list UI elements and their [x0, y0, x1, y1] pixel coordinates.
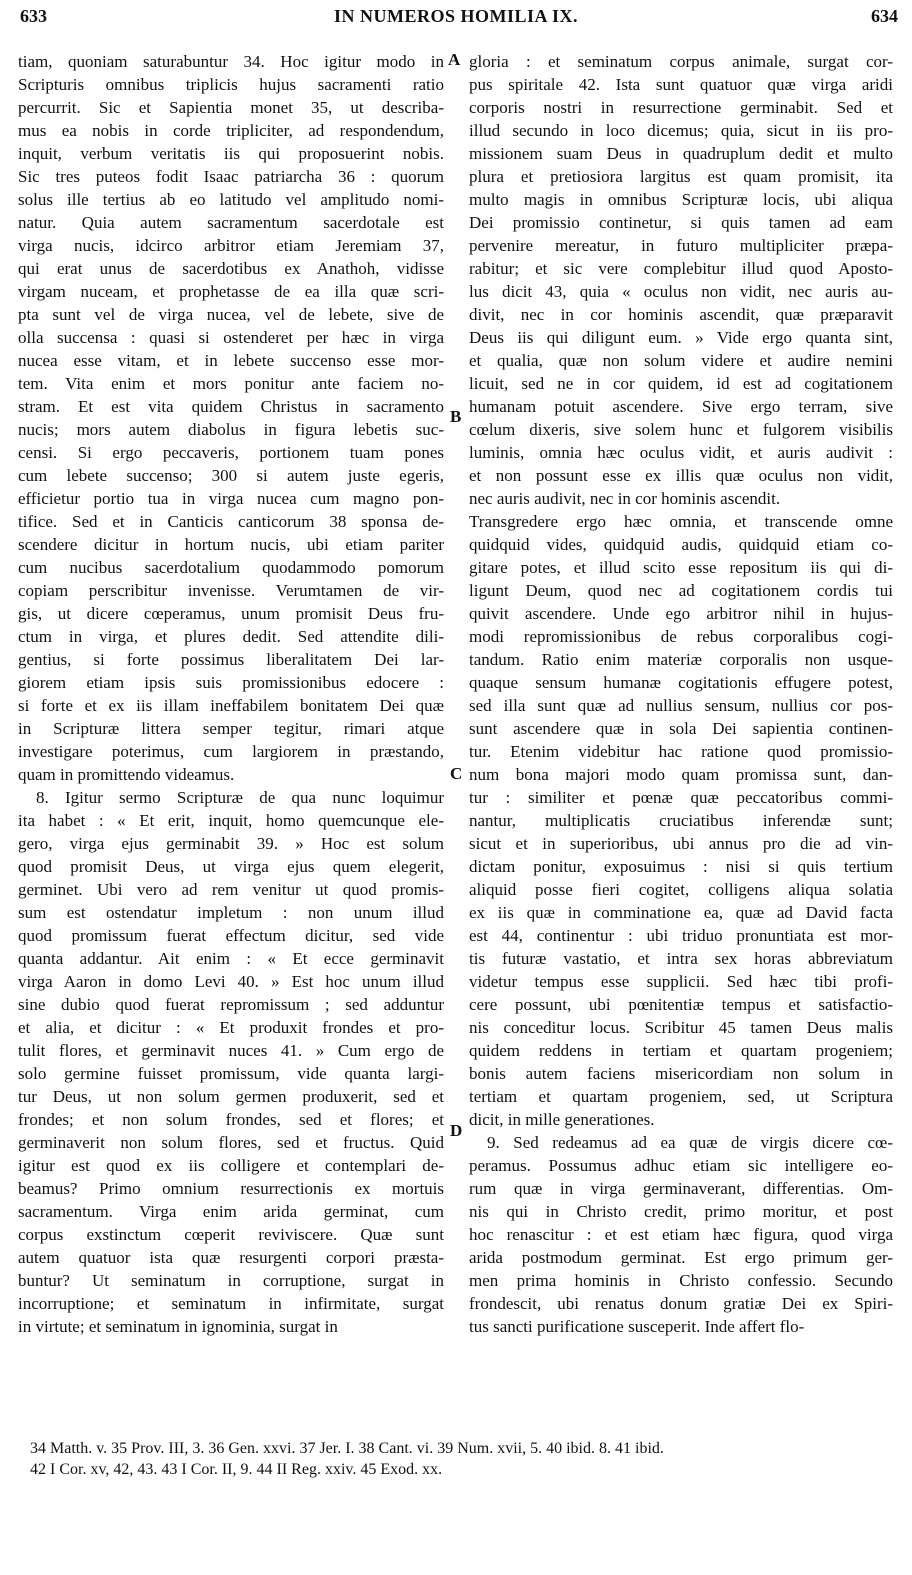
text-line: tur. Etenim videbitur hac ratione quod promissio-	[469, 742, 893, 761]
text-line: corpus exstinctum cœperit reviviscere. Quæ sunt	[18, 1225, 444, 1244]
running-header	[0, 6, 912, 32]
text-line: si forte et ex iis illam ineffabilem bonitatem Dei quæ	[18, 696, 444, 715]
margin-marker-c: C	[450, 764, 463, 783]
text-line: quod promisit Deus, ut virga ejus quem elegerit,	[18, 857, 444, 876]
text-line: inquit, verbum veritatis iis qui proposuerint nobis.	[18, 144, 444, 163]
text-line: incorruptione; et seminatum in infirmitate, surgat	[18, 1294, 444, 1313]
page-number-left: 633	[20, 6, 47, 26]
text-line: pus spiritale 42. Ista sunt quatuor quæ virga aridi	[469, 75, 893, 94]
margin-marker-b: B	[450, 407, 462, 426]
text-line: 9. Sed redeamus ad ea quæ de virgis dicere cœ-	[487, 1133, 893, 1152]
text-line: virga Aaron in domo Levi 40. » Est hoc unum illud	[18, 972, 444, 991]
text-line: nis conceditur locus. Scribitur 45 tamen Deus malis	[469, 1018, 893, 1037]
text-line: giorem etiam ipsis suis promissionibus edocere :	[18, 673, 444, 692]
text-line: gero, virga ejus germinabit 39. » Hoc est solum	[18, 834, 444, 853]
text-line: men prima hominis in Christo confessio. Secundo	[469, 1271, 893, 1290]
text-line: sicut et in superioribus, ubi annus pro die ad vin-	[469, 834, 893, 853]
text-line: tur Deus, ut non solum germen produxerit, sed et	[18, 1087, 444, 1106]
text-line: frondescit, ubi renatus donum gratiæ Dei ex Spiri-	[469, 1294, 893, 1313]
text-line: lus dicit 43, quia « oculus non vidit, nec auris au-	[469, 282, 893, 301]
text-line: virga nucis, idcirco arbitror etiam Jeremiam 37,	[18, 236, 444, 255]
text-line: gentius, si forte possimus liberalitatem Dei lar-	[18, 650, 444, 669]
text-line: ex iis quæ in comminatione ea, quæ ad David facta	[469, 903, 893, 922]
text-line: germinet. Ubi vero ad rem venitur ut quod promis-	[18, 880, 444, 899]
text-line: arida postmodum germinat. Est ergo primum ger-	[469, 1248, 893, 1267]
right-column	[469, 50, 893, 1338]
text-line: autem quatuor ista quæ resurgenti corpori præsta-	[18, 1248, 444, 1267]
text-line: igitur est quod ex iis colligere et contemplari de-	[18, 1156, 444, 1175]
text-line: tem. Vita enim et mors ponitur ante faciem no-	[18, 374, 444, 393]
text-line: nec auris audivit, nec in cor hominis ascendit.	[469, 489, 781, 508]
text-line: scendere dicitur in hortum nucis, ubi etiam pariter	[18, 535, 444, 554]
text-line: quidem reddens in tertiam et quartam progeniem;	[469, 1041, 893, 1060]
text-line: quod promissum fuerat effectum dicitur, sed vide	[18, 926, 444, 945]
text-line: tis futuræ vastatio, et intra sex horas abbreviatum	[469, 949, 893, 968]
text-line: quam in promittendo videamus.	[18, 765, 235, 784]
text-line: dicit, in mille generationes.	[469, 1110, 655, 1129]
text-line: efficietur portio tua in virga nucea cum magno pon-	[18, 489, 444, 508]
footnote-line: 34 Matth. v. 35 Prov. III, 3. 36 Gen. xxvi. 37 Jer. I. 38 Cant. vi. 39 Num. xvii, 5. 40 ibid. 8. 41 ibid.	[30, 1440, 664, 1457]
text-line: rum quæ in virga germinaverant, differentias. Om-	[469, 1179, 893, 1198]
text-line: videtur tempus esse supplicii. Sed hæc tibi profi-	[469, 972, 893, 991]
text-line: solo germine fuisset promissum, vide quanta largi-	[18, 1064, 444, 1083]
text-line: pervenire mereatur, in futuro multipliciter præpa-	[469, 236, 893, 255]
text-line: copiam perscribitur invenisse. Verumtamen de vir-	[18, 581, 444, 600]
text-line: olla succensa : quasi si ostenderet per hæc in virga	[18, 328, 444, 347]
text-line: Sic tres puteos fodit Isaac patriarcha 36 : quorum	[18, 167, 444, 186]
text-line: corporis nostri in resurrectione germinabit. Sed et	[469, 98, 893, 117]
text-line: tertiam et quartam progeniem, sed, ut Scriptura	[469, 1087, 893, 1106]
text-line: mus ea nobis in corde tripliciter, ad respondendum,	[18, 121, 444, 140]
text-line: peramus. Possumus adhuc etiam sic intelligere eo-	[469, 1156, 893, 1175]
text-line: cum nucibus sacerdotalium quodammodo pomorum	[18, 558, 444, 577]
text-line: nucea esse vitam, et in lebete succenso esse mor-	[18, 351, 444, 370]
running-title: IN NUMEROS HOMILIA IX.	[333, 6, 579, 26]
text-line: solus ille tertius ab eo latitudo vel amplitudo nomi-	[18, 190, 444, 209]
text-line: virgam nuceam, et prophetasse de ea illa quæ scri-	[18, 282, 444, 301]
text-line: et alia, et dicitur : « Et produxit frondes et pro-	[18, 1018, 444, 1037]
text-line: rabitur; et sic vere complebitur illud quod Aposto-	[469, 259, 893, 278]
text-line: stram. Et est vita quidem Christus in sacramento	[18, 397, 444, 416]
text-line: luminis, omnia hæc oculus vidit, et auris audivit :	[469, 443, 893, 462]
text-line: beamus? Primo omnium resurrectionis ex mortuis	[18, 1179, 444, 1198]
text-line: est 44, continentur : ubi triduo pronuntiata est mor-	[469, 926, 893, 945]
text-line: gloria : et seminatum corpus animale, surgat cor-	[469, 52, 893, 71]
text-line: quanta addantur. Ait enim : « Et ecce germinavit	[18, 949, 444, 968]
text-line: divit, nec in cor hominis ascendit, quæ præparavit	[469, 305, 893, 324]
text-line: Transgredere ergo hæc omnia, et transcende omne	[469, 512, 893, 531]
margin-marker-a: A	[448, 50, 461, 69]
text-line: plura et pretiosiora largitus est quam promisit, ita	[469, 167, 893, 186]
text-line: tandum. Ratio enim materiæ corporalis non usque-	[469, 650, 893, 669]
margin-marker-d: D	[450, 1121, 463, 1140]
left-column	[18, 50, 444, 1338]
text-line: cœlum dixeris, sive solem hunc et fulgorem visibilis	[469, 420, 893, 439]
text-line: investigare poterimus, cum largiorem in præstando,	[18, 742, 444, 761]
text-line: censi. Si ergo peccaveris, portionem tuam pones	[18, 443, 444, 462]
text-line: Scripturis omnibus triplicis hujus sacramenti ratio	[18, 75, 444, 94]
text-line: cum lebete succenso; 300 si autem juste egeris,	[18, 466, 444, 485]
text-line: licuit, sed ne in cor quidem, id est ad cogitationem	[469, 374, 893, 393]
text-line: num bona majori modo quam promissa sunt, dan-	[469, 765, 893, 784]
text-line: sum est ostendatur impletum : non unum illud	[18, 903, 444, 922]
text-line: gis, ut dicere cœperamus, unum promisit Deus fru-	[18, 604, 444, 623]
text-line: ligunt Deum, quod nec ad cogitationem cordis tui	[469, 581, 893, 600]
text-line: natur. Quia autem sacramentum sacerdotale est	[18, 213, 444, 232]
footnote-line: 42 I Cor. xv, 42, 43. 43 I Cor. II, 9. 44 II Reg. xxiv. 45 Exod. xx.	[30, 1461, 443, 1478]
text-line: tiam, quoniam saturabuntur 34. Hoc igitur modo in	[18, 52, 444, 71]
text-line: sacramentum. Virga enim arida germinat, cum	[18, 1202, 444, 1221]
text-line: illud secundo in loco dicemus; quia, sicut in iis pro-	[469, 121, 893, 140]
text-line: Dei promissio continetur, si quis tamen ad eam	[469, 213, 893, 232]
text-line: percurrit. Sic et Sapientia monet 35, ut describa-	[18, 98, 444, 117]
text-line: nantur, multiplicatis cruciatibus inferendæ sunt;	[469, 811, 893, 830]
text-line: hoc renascitur : et est etiam hæc figura, quod virga	[469, 1225, 893, 1244]
text-line: cere possunt, ubi pœnitentiæ tempus et satisfactio-	[469, 995, 893, 1014]
text-line: nis qui in Christo credit, primo moritur, et post	[469, 1202, 893, 1221]
text-line: multo magis in omnibus Scripturæ locis, ubi aliqua	[469, 190, 893, 209]
text-line: humanam potuit ascendere. Sive ergo terram, sive	[469, 397, 893, 416]
text-line: in Scripturæ littera semper tegitur, rimari atque	[18, 719, 444, 738]
text-line: quaque sensum humanæ cogitationis effugere potest,	[469, 673, 893, 692]
text-line: sed illa sunt quæ ad nullius sensum, nullius cor pos-	[469, 696, 893, 715]
text-line: germinaverit non solum flores, sed et fructus. Quid	[18, 1133, 444, 1152]
text-line: tur : similiter et pœnæ quæ peccatoribus commi-	[469, 788, 893, 807]
text-line: Deus iis qui diligunt eum. » Vide ergo quanta sint,	[469, 328, 893, 347]
text-line: et qualia, quæ non solum videre et audire nemini	[469, 351, 893, 370]
text-line: buntur? Ut seminatum in corruptione, surgat in	[18, 1271, 444, 1290]
text-line: dictam ponitur, exposuimus : nisi si quis tertium	[469, 857, 893, 876]
text-line: frondes; et non solum frondes, sed et flores; et	[18, 1110, 444, 1129]
page-number-right: 634	[871, 6, 898, 26]
text-line: nucis; mors autem diabolus in figura lebetis suc-	[18, 420, 444, 439]
text-line: modi repromissionibus de rebus corporalibus cogi-	[469, 627, 893, 646]
text-line: sunt ascendere quæ in sola Dei sapientia continen-	[469, 719, 893, 738]
text-line: tulit flores, et germinavit nuces 41. » Cum ergo de	[18, 1041, 444, 1060]
text-line: in virtute; et seminatum in ignominia, surgat in	[18, 1317, 338, 1336]
text-line: sine dubio quod fuerat repromissum ; sed adduntur	[18, 995, 444, 1014]
text-line: pta sunt vel de virga nucea, vel de lebete, sive de	[18, 305, 444, 324]
text-line: quivit ascendere. Unde ego arbitror nihil in hujus-	[469, 604, 893, 623]
text-line: missionem suam Deus in quadruplum dedit et multo	[469, 144, 893, 163]
text-line: gitare potes, et illud scito esse repositum iis qui di-	[469, 558, 893, 577]
text-line: bonis autem faciens misericordiam non solum in	[469, 1064, 893, 1083]
text-line: 8. Igitur sermo Scripturæ de qua nunc loquimur	[36, 788, 444, 807]
text-line: ctum in virga, et plures dedit. Sed attendite dili-	[18, 627, 444, 646]
text-line: qui erat unus de sacerdotibus ex Anathoh, vidisse	[18, 259, 444, 278]
text-line: tifice. Sed et in Canticis canticorum 38 sponsa de-	[18, 512, 444, 531]
text-line: tus sancti purificatione susceperit. Inde affert flo-	[469, 1317, 805, 1336]
text-line: et non possunt esse ex illis quæ oculus non vidit,	[469, 466, 893, 485]
text-line: ita habet : « Et erit, inquit, homo quemcunque ele-	[18, 811, 444, 830]
text-line: aliquid posse fieri cogitet, colligens aliqua solatia	[469, 880, 893, 899]
text-line: quidquid vides, quidquid audis, quidquid etiam co-	[469, 535, 893, 554]
